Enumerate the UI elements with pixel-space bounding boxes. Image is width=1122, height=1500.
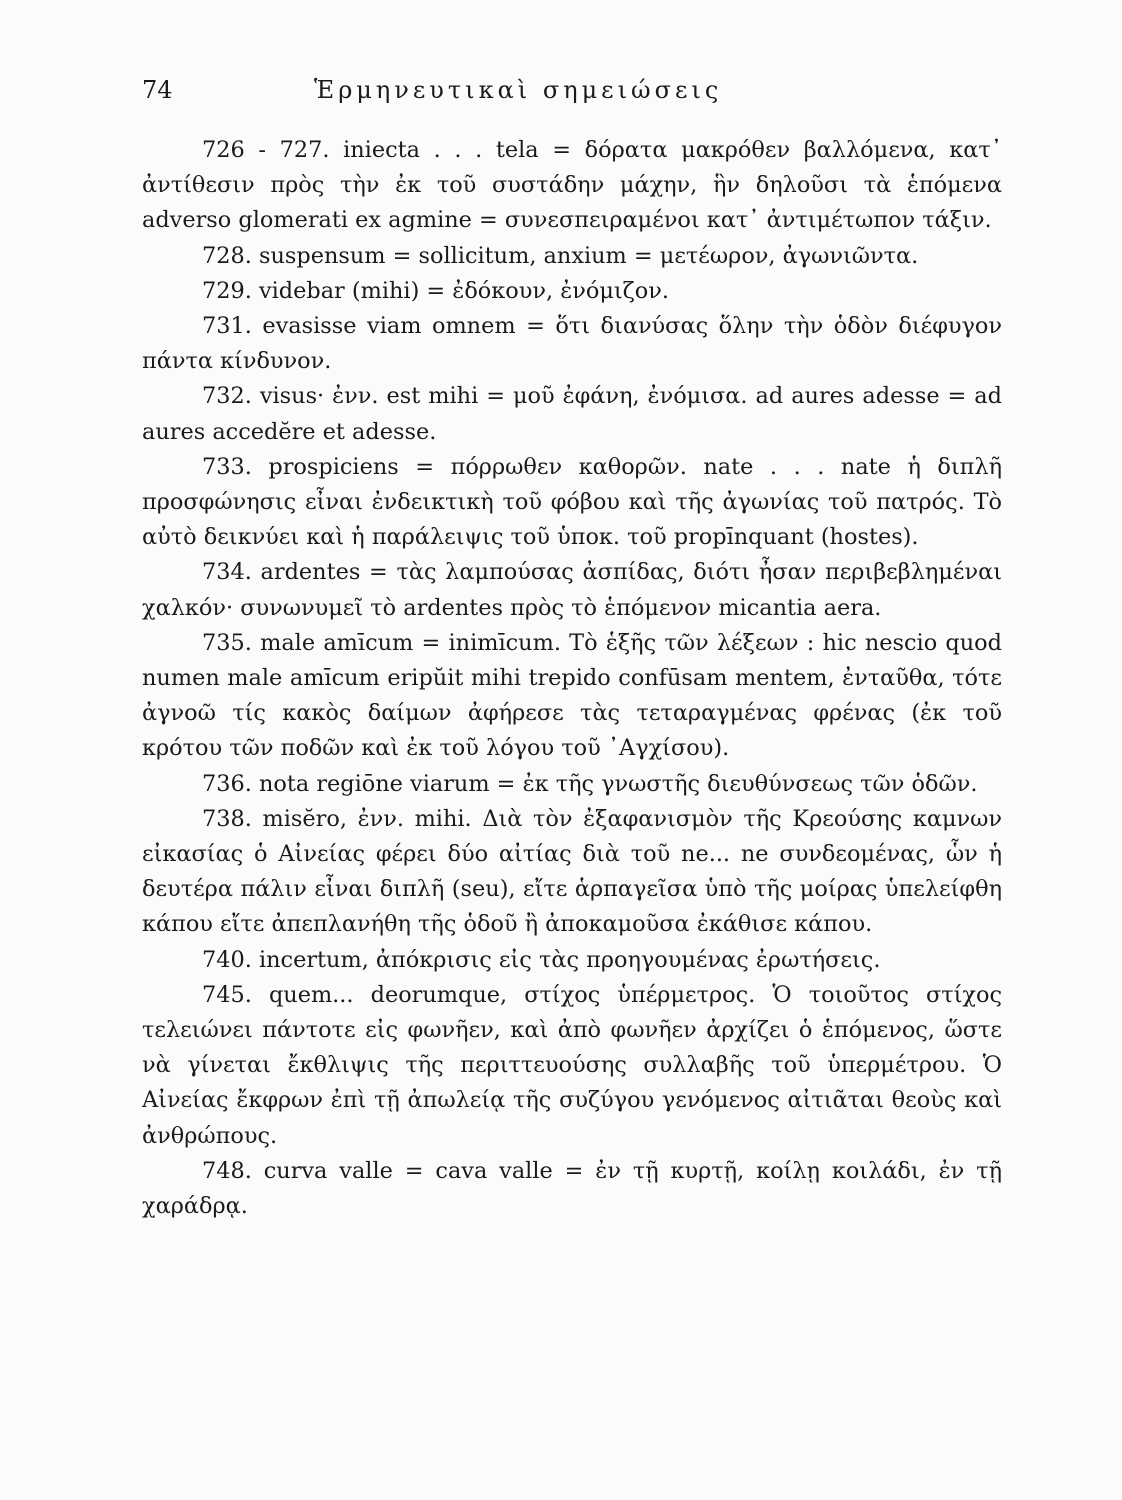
note-729: 729. videbar (mihi) = ἐδόκουν, ἐνόμιζον. bbox=[202, 277, 670, 304]
note-728: 728. suspensum = sollicitum, anxium = μετέωρον, ἀγωνιῶντα. bbox=[202, 242, 919, 269]
page-header bbox=[142, 76, 982, 112]
commentary-notes bbox=[142, 133, 1002, 1224]
note-736: 736. nota regiōne viarum = ἐκ τῆς γνωστῆς διευθύνσεως τῶν ὁδῶν. bbox=[202, 770, 978, 797]
note-740: 740. incertum, ἀπόκρισις εἰς τὰς προηγουμένας ἐρωτήσεις. bbox=[202, 946, 881, 973]
note-748: 748. curva valle = cava valle = ἐν τῇ κυρτῇ, κοίλῃ κοιλάδι, ἐν τῇ χαράδρᾳ. bbox=[142, 1157, 1002, 1220]
note-738: 738. misĕro, ἐνν. mihi. Διὰ τὸν ἐξαφανισμὸν τῆς Κρεούσης καμνων εἰκασίας ὁ Αἰνείας φέρει δύο αἰτίας διὰ τοῦ ne... ne συνδεομένας, ὧν ἡ δευτέρα πάλιν εἶναι διπλῆ (seu), εἴτε ἁρπαγεῖσα ὑπὸ τῆς μοίρας ὑπελείφθη κάπου εἴτε ἀπεπλανήθη τῆς ὁδοῦ ἢ ἀποκαμοῦσα ἐκάθισε κάπου. bbox=[142, 805, 1002, 938]
note-732: 732. visus· ἐνν. est mihi = μοῦ ἐφάνη, ἐνόμισα. ad aures adesse = ad aures accedĕre et adesse. bbox=[142, 383, 1002, 445]
note-745: 745. quem... deorumque, στίχος ὑπέρμετρος. Ὁ τοιοῦτος στίχος τελειώνει πάντοτε εἰς φωνῆεν, καὶ ἀπὸ φωνῆεν ἀρχίζει ὁ ἑπόμενος, ὥστε νὰ γίνεται ἔκθλιψις τῆς περιττευούσης συλλαβῆς τοῦ ὑπερμέτρου. Ὁ Αἰνείας ἔκφρων ἐπὶ τῇ ἀπωλείᾳ τῆς συζύγου γενόμενος αἰτιᾶται θεοὺς καὶ ἀνθρώπους. bbox=[142, 981, 1002, 1149]
note-735: 735. male amīcum = inimīcum. Τὸ ἑξῆς τῶν λέξεων : hic nescio quod numen male amīcum eripŭit mihi trepido confūsam mentem, ἐνταῦθα, τότε ἀγνοῶ τίς κακὸς δαίμων ἀφήρεσε τὰς τεταραγμένας φρένας (ἐκ τοῦ κρότου τῶν ποδῶν καὶ ἐκ τοῦ λόγου τοῦ ᾽Αγχίσου). bbox=[142, 629, 1002, 762]
running-title: Ἑρμηνευτικαὶ σημειώσεις bbox=[314, 76, 723, 104]
page-number: 74 bbox=[142, 76, 173, 104]
note-726-727: 726 - 727. iniecta . . . tela = δόρατα μακρόθεν βαλλόμενα, κατ᾽ ἀντίθεσιν πρὸς τὴν ἐκ τοῦ συστάδην μάχην, ἣν δηλοῦσι τὰ ἑπόμενα adverso glomerati ex agmine = συνεσπειραμένοι κατ᾽ ἀντιμέτωπον τάξιν. bbox=[142, 137, 1002, 234]
note-733: 733. prospiciens = πόρρωθεν καθορῶν. nate . . . nate ἡ διπλῆ προσφώνησις εἶναι ἐνδεικτικὴ τοῦ φόβου καὶ τῆς ἀγωνίας τοῦ πατρός. Τὸ αὐτὸ δεικνύει καὶ ἡ παράλειψις τοῦ ὑποκ. τοῦ propīnquant (hostes). bbox=[142, 453, 1002, 551]
note-731: 731. evasisse viam omnem = ὅτι διανύσας ὅλην τὴν ὁδὸν διέφυγον πάντα κίνδυνον. bbox=[142, 313, 1002, 375]
note-734: 734. ardentes = τὰς λαμπούσας ἀσπίδας, διότι ἦσαν περιβεβλημέναι χαλκόν· συνωνυμεῖ τὸ ardentes πρὸς τὸ ἑπόμενον micantia aera. bbox=[142, 559, 1002, 621]
